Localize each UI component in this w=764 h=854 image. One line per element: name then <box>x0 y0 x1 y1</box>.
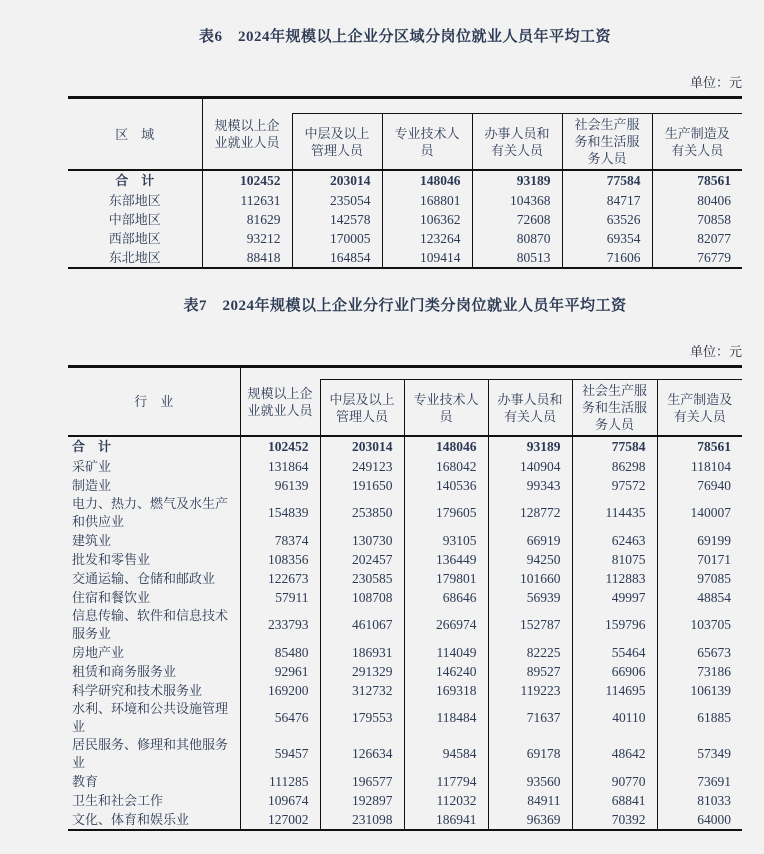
value-cell: 202457 <box>320 550 404 569</box>
value-cell: 231098 <box>320 810 404 830</box>
table-row <box>68 791 742 810</box>
table-row <box>68 662 742 681</box>
value-cell: 112032 <box>404 791 488 810</box>
table-row <box>68 210 742 229</box>
row-label: 合 计 <box>72 439 112 454</box>
value-cell: 170005 <box>292 229 382 248</box>
header-row-top <box>68 367 742 380</box>
value-cell: 70392 <box>572 810 657 830</box>
value-cell: 99343 <box>488 476 572 495</box>
value-cell: 169200 <box>240 681 320 700</box>
row-label: 教育 <box>72 773 99 789</box>
value-cell: 81075 <box>572 550 657 569</box>
value-cell: 119223 <box>488 681 572 700</box>
table-row <box>68 170 742 191</box>
value-cell: 186941 <box>404 810 488 830</box>
value-cell: 118104 <box>657 457 742 476</box>
value-cell: 291329 <box>320 662 404 681</box>
value-cell: 82077 <box>652 229 742 248</box>
column-header: 中层及以上管理人员 <box>320 380 404 437</box>
value-cell: 101660 <box>488 569 572 588</box>
row-label: 卫生和社会工作 <box>72 792 164 808</box>
value-cell: 154839 <box>240 495 320 531</box>
value-cell: 69354 <box>562 229 652 248</box>
value-cell: 78374 <box>240 531 320 550</box>
value-cell: 89527 <box>488 662 572 681</box>
value-cell: 85480 <box>240 643 320 662</box>
value-cell: 148046 <box>404 436 488 457</box>
table-row <box>68 607 742 643</box>
table6-region-wage-table <box>68 96 742 269</box>
value-cell: 230585 <box>320 569 404 588</box>
value-cell: 69199 <box>657 531 742 550</box>
table-row <box>68 436 742 457</box>
value-cell: 146240 <box>404 662 488 681</box>
value-cell: 82225 <box>488 643 572 662</box>
value-cell: 93189 <box>472 170 562 191</box>
value-cell: 64000 <box>657 810 742 830</box>
value-cell: 93560 <box>488 772 572 791</box>
value-cell: 112631 <box>202 191 292 210</box>
table-row <box>68 248 742 268</box>
value-cell: 128772 <box>488 495 572 531</box>
value-cell: 191650 <box>320 476 404 495</box>
value-cell: 108708 <box>320 588 404 607</box>
column-header: 社会生产服务和生活服务人员 <box>572 380 657 437</box>
value-cell: 127002 <box>240 810 320 830</box>
table-row <box>68 736 742 772</box>
table-row <box>68 643 742 662</box>
value-cell: 66906 <box>572 662 657 681</box>
row-label: 制造业 <box>72 477 112 493</box>
value-cell: 81033 <box>657 791 742 810</box>
row-label: 东部地区 <box>108 192 161 208</box>
value-cell: 179553 <box>320 700 404 736</box>
value-cell: 266974 <box>404 607 488 643</box>
value-cell: 56476 <box>240 700 320 736</box>
value-cell: 164854 <box>292 248 382 268</box>
value-cell: 152787 <box>488 607 572 643</box>
row-label: 建筑业 <box>72 532 112 548</box>
table-row <box>68 588 742 607</box>
value-cell: 73186 <box>657 662 742 681</box>
value-cell: 88418 <box>202 248 292 268</box>
table6-title: 表6 2024年规模以上企业分区域分岗位就业人员年平均工资 <box>198 29 611 45</box>
value-cell: 93105 <box>404 531 488 550</box>
value-cell: 179605 <box>404 495 488 531</box>
value-cell: 97572 <box>572 476 657 495</box>
row-label: 居民服务、修理和其他服务业 <box>72 737 229 770</box>
table7-section <box>68 269 742 831</box>
value-cell: 93189 <box>488 436 572 457</box>
value-cell: 140007 <box>657 495 742 531</box>
row-label: 房地产业 <box>72 644 125 660</box>
row-label: 中部地区 <box>108 211 161 227</box>
value-cell: 70171 <box>657 550 742 569</box>
value-cell: 140904 <box>488 457 572 476</box>
value-cell: 111285 <box>240 772 320 791</box>
value-cell: 140536 <box>404 476 488 495</box>
value-cell: 312732 <box>320 681 404 700</box>
value-cell: 106362 <box>382 210 472 229</box>
value-cell: 114435 <box>572 495 657 531</box>
value-cell: 90770 <box>572 772 657 791</box>
value-cell: 114695 <box>572 681 657 700</box>
row-label: 文化、体育和娱乐业 <box>72 811 190 827</box>
value-cell: 196577 <box>320 772 404 791</box>
table-row <box>68 681 742 700</box>
value-cell: 78561 <box>657 436 742 457</box>
value-cell: 131864 <box>240 457 320 476</box>
value-cell: 80513 <box>472 248 562 268</box>
table-row <box>68 772 742 791</box>
value-cell: 122673 <box>240 569 320 588</box>
value-cell: 84911 <box>488 791 572 810</box>
value-cell: 109414 <box>382 248 472 268</box>
value-cell: 76940 <box>657 476 742 495</box>
value-cell: 97085 <box>657 569 742 588</box>
header-spanner <box>320 367 742 380</box>
page-container <box>68 0 742 831</box>
value-cell: 109674 <box>240 791 320 810</box>
value-cell: 118484 <box>404 700 488 736</box>
value-cell: 168801 <box>382 191 472 210</box>
value-cell: 66919 <box>488 531 572 550</box>
value-cell: 130730 <box>320 531 404 550</box>
value-cell: 96369 <box>488 810 572 830</box>
table-row <box>68 191 742 210</box>
value-cell: 69178 <box>488 736 572 772</box>
table-row <box>68 457 742 476</box>
value-cell: 235054 <box>292 191 382 210</box>
value-cell: 94250 <box>488 550 572 569</box>
value-cell: 68646 <box>404 588 488 607</box>
value-cell: 142578 <box>292 210 382 229</box>
column-header: 社会生产服务和生活服务人员 <box>562 114 652 171</box>
column-header: 专业技术人员 <box>404 380 488 437</box>
row-label: 电力、热力、燃气及水生产和供应业 <box>72 496 229 529</box>
value-cell: 123264 <box>382 229 472 248</box>
column-header: 中层及以上管理人员 <box>292 114 382 171</box>
row-label: 科学研究和技术服务业 <box>72 682 203 698</box>
value-cell: 114049 <box>404 643 488 662</box>
row-label: 西部地区 <box>108 230 161 246</box>
header-row-top <box>68 98 742 114</box>
table7-unit-label: 单位：元 <box>689 344 742 359</box>
value-cell: 102452 <box>240 436 320 457</box>
value-cell: 102452 <box>202 170 292 191</box>
row-label: 采矿业 <box>72 458 112 474</box>
value-cell: 253850 <box>320 495 404 531</box>
value-cell: 203014 <box>320 436 404 457</box>
value-cell: 71637 <box>488 700 572 736</box>
value-cell: 56939 <box>488 588 572 607</box>
value-cell: 93212 <box>202 229 292 248</box>
value-cell: 78561 <box>652 170 742 191</box>
value-cell: 55464 <box>572 643 657 662</box>
header-spanner <box>292 98 742 114</box>
value-cell: 186931 <box>320 643 404 662</box>
value-cell: 136449 <box>404 550 488 569</box>
table7-title: 表7 2024年规模以上企业分行业门类分岗位就业人员年平均工资 <box>183 298 627 314</box>
row-label: 批发和零售业 <box>72 551 151 567</box>
column-header: 办事人员和有关人员 <box>488 380 572 437</box>
value-cell: 77584 <box>562 170 652 191</box>
value-cell: 108356 <box>240 550 320 569</box>
value-cell: 96139 <box>240 476 320 495</box>
value-cell: 76779 <box>652 248 742 268</box>
value-cell: 112883 <box>572 569 657 588</box>
table-row <box>68 495 742 531</box>
value-cell: 70858 <box>652 210 742 229</box>
row-label: 交通运输、仓储和邮政业 <box>72 570 216 586</box>
value-cell: 61885 <box>657 700 742 736</box>
table-row <box>68 810 742 830</box>
row-label: 租赁和商务服务业 <box>72 663 177 679</box>
table-row <box>68 700 742 736</box>
row-label: 水利、环境和公共设施管理业 <box>72 701 229 734</box>
value-cell: 48854 <box>657 588 742 607</box>
value-cell: 49997 <box>572 588 657 607</box>
row-label: 住宿和餐饮业 <box>72 589 151 605</box>
value-cell: 72608 <box>472 210 562 229</box>
value-cell: 192897 <box>320 791 404 810</box>
value-cell: 249123 <box>320 457 404 476</box>
value-cell: 65673 <box>657 643 742 662</box>
table7-industry-wage-table <box>68 365 742 831</box>
value-cell: 148046 <box>382 170 472 191</box>
value-cell: 86298 <box>572 457 657 476</box>
value-cell: 48642 <box>572 736 657 772</box>
value-cell: 57349 <box>657 736 742 772</box>
column-header: 生产制造及有关人员 <box>652 114 742 171</box>
value-cell: 40110 <box>572 700 657 736</box>
table6-unit-label: 单位：元 <box>689 75 742 90</box>
value-cell: 94584 <box>404 736 488 772</box>
value-cell: 126634 <box>320 736 404 772</box>
value-cell: 92961 <box>240 662 320 681</box>
value-cell: 71606 <box>562 248 652 268</box>
value-cell: 233793 <box>240 607 320 643</box>
value-cell: 80870 <box>472 229 562 248</box>
column-header: 生产制造及有关人员 <box>657 380 742 437</box>
value-cell: 103705 <box>657 607 742 643</box>
table-row <box>68 476 742 495</box>
value-cell: 77584 <box>572 436 657 457</box>
value-cell: 104368 <box>472 191 562 210</box>
table6-section <box>68 0 742 269</box>
table-row <box>68 550 742 569</box>
value-cell: 80406 <box>652 191 742 210</box>
value-cell: 81629 <box>202 210 292 229</box>
value-cell: 62463 <box>572 531 657 550</box>
column-header: 办事人员和有关人员 <box>472 114 562 171</box>
value-cell: 203014 <box>292 170 382 191</box>
value-cell: 59457 <box>240 736 320 772</box>
value-cell: 73691 <box>657 772 742 791</box>
value-cell: 169318 <box>404 681 488 700</box>
value-cell: 106139 <box>657 681 742 700</box>
row-label: 东北地区 <box>108 249 161 265</box>
value-cell: 461067 <box>320 607 404 643</box>
column-header: 规模以上企业就业人员 <box>240 367 320 437</box>
row-label: 合 计 <box>115 173 155 188</box>
row-label: 信息传输、软件和信息技术服务业 <box>72 608 229 641</box>
row-header: 区 域 <box>68 98 202 171</box>
value-cell: 68841 <box>572 791 657 810</box>
table-row <box>68 569 742 588</box>
value-cell: 159796 <box>572 607 657 643</box>
value-cell: 117794 <box>404 772 488 791</box>
value-cell: 63526 <box>562 210 652 229</box>
value-cell: 57911 <box>240 588 320 607</box>
table-row <box>68 229 742 248</box>
column-header: 规模以上企业就业人员 <box>202 98 292 171</box>
table-row <box>68 531 742 550</box>
value-cell: 179801 <box>404 569 488 588</box>
column-header: 专业技术人员 <box>382 114 472 171</box>
value-cell: 84717 <box>562 191 652 210</box>
value-cell: 168042 <box>404 457 488 476</box>
row-header: 行 业 <box>68 367 240 437</box>
